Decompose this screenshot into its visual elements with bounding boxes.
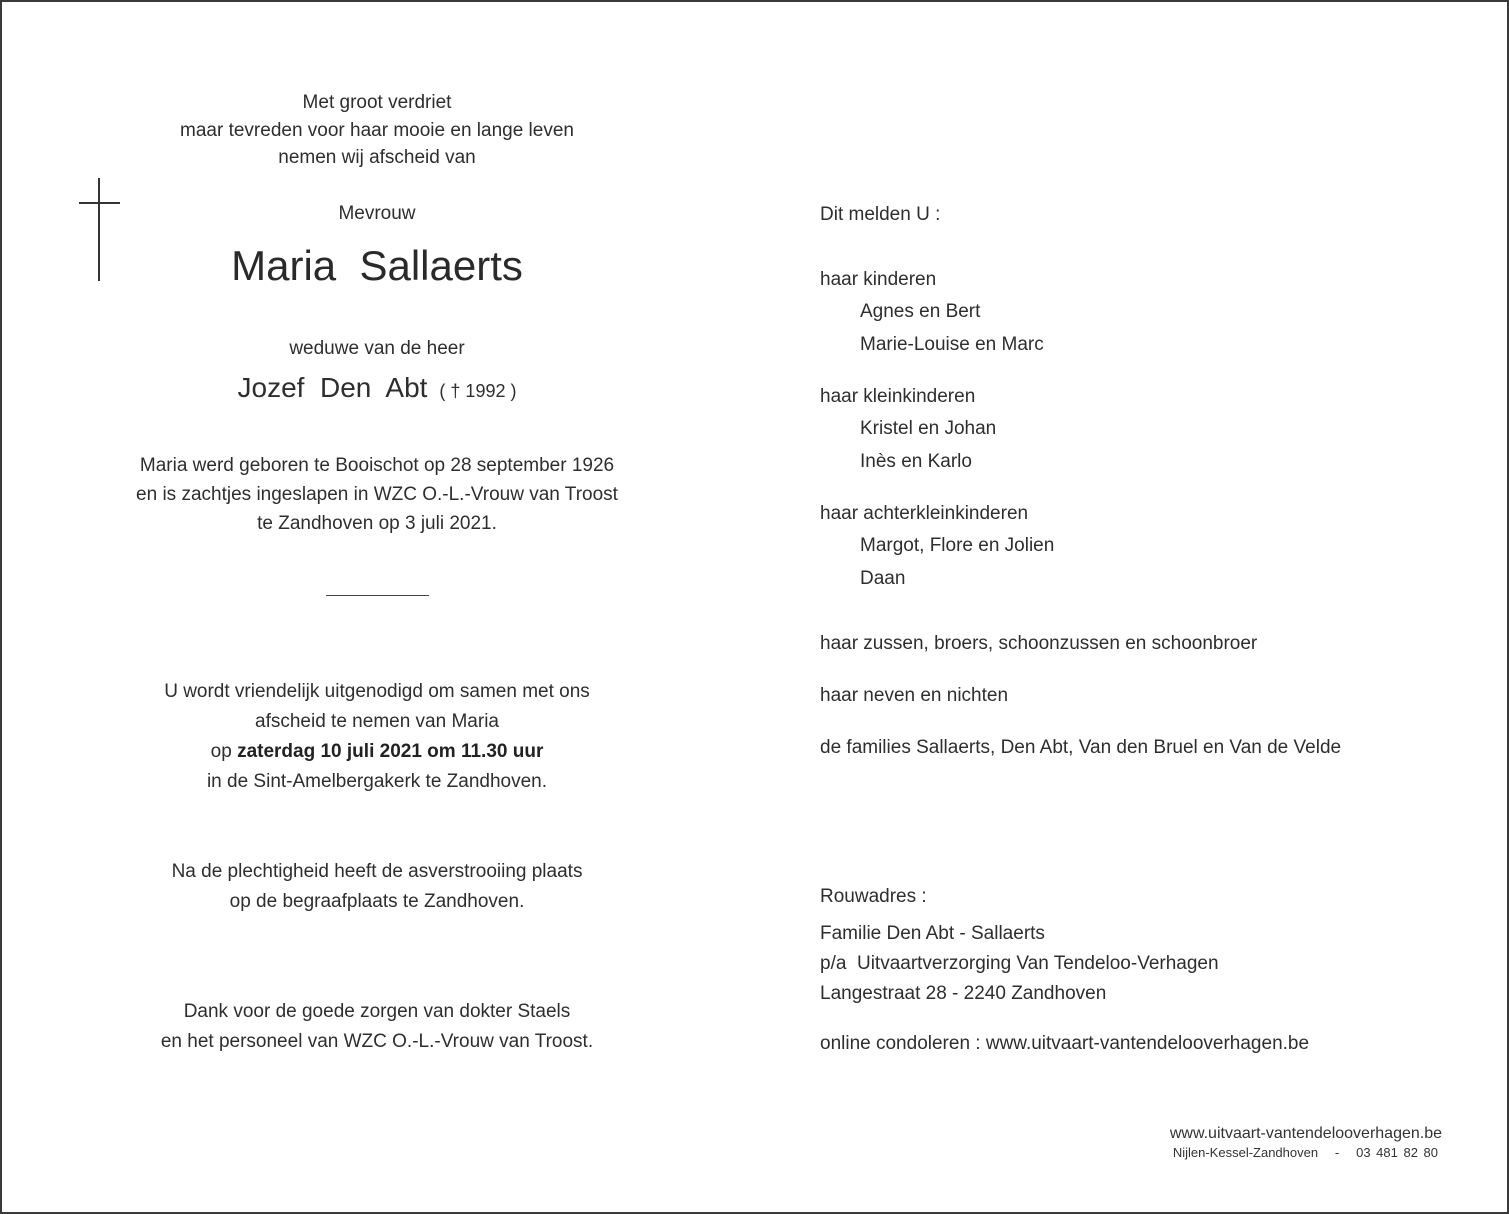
ceremony-datetime: zaterdag 10 juli 2021 om 11.30 uur [237, 741, 544, 762]
husband-name: Jozef Den Abt [237, 372, 428, 403]
intro-line-1: Met groot verdriet [302, 92, 452, 113]
cousins-line: haar neven en nichten [820, 685, 1009, 706]
child-2: Marie-Louise en Marc [860, 334, 1044, 355]
intro-line-3: nemen wij afscheid van [278, 147, 476, 168]
great-grandchild-2: Daan [860, 568, 906, 589]
grandchild-1: Kristel en Johan [860, 418, 997, 439]
great-grandchild-1: Margot, Flore en Jolien [860, 535, 1055, 556]
grandchildren-label: haar kleinkinderen [820, 386, 976, 407]
invitation-line-3 [0, 737, 754, 767]
announce-heading: Dit melden U : [820, 204, 941, 225]
families-line: de families Sallaerts, Den Abt, Van den Bruel en Van de Velde [820, 737, 1342, 758]
address-line-1: Familie Den Abt - Sallaerts [820, 923, 1045, 944]
invitation-line-4: in de Sint-Amelbergakerk te Zandhoven. [206, 771, 548, 792]
widow-of: weduwe van de heer [289, 338, 465, 359]
footer-location-phone: Nijlen-Kessel-Zandhoven - 03 481 82 80 [1172, 1145, 1438, 1160]
deceased-name: Maria Sallaerts [231, 242, 523, 289]
invitation-prefix: op [210, 741, 238, 762]
invitation-line-1: U wordt vriendelijk uitgenodigd om samen met ons [164, 681, 590, 702]
honorific: Mevrouw [338, 203, 416, 224]
children-label: haar kinderen [820, 269, 937, 290]
birth-line-2: en is zachtjes ingeslapen in WZC O.-L.-Vrouw van Troost [136, 484, 618, 505]
birth-line-3: te Zandhoven op 3 juli 2021. [257, 513, 497, 534]
ceremony-line-2: op de begraafplaats te Zandhoven. [229, 891, 525, 912]
invitation-line-2: afscheid te nemen van Maria [255, 711, 499, 732]
siblings-line: haar zussen, broers, schoonzussen en schoonbroer [820, 633, 1258, 654]
address-label: Rouwadres : [820, 886, 927, 907]
birth-line-1: Maria werd geboren te Booischot op 28 september 1926 [139, 455, 615, 476]
address-line-3: Langestraat 28 - 2240 Zandhoven [820, 983, 1107, 1004]
great-grandchildren-label: haar achterkleinkinderen [820, 503, 1029, 524]
intro-line-2: maar tevreden voor haar mooie en lange leven [180, 120, 574, 141]
husband-death-year: ( † 1992 ) [439, 381, 517, 401]
thanks-line-2: en het personeel van WZC O.-L.-Vrouw van Troost. [160, 1031, 594, 1052]
child-1: Agnes en Bert [860, 301, 981, 322]
online-condolence: online condoleren : www.uitvaart-vantendelooverhagen.be [820, 1033, 1310, 1054]
address-line-2: p/a Uitvaartverzorging Van Tendeloo-Verhagen [820, 953, 1219, 974]
thanks-line-1: Dank voor de goede zorgen van dokter Staels [183, 1001, 571, 1022]
divider-line [326, 595, 429, 596]
grandchild-2: Inès en Karlo [860, 451, 972, 472]
ceremony-line-1: Na de plechtigheid heeft de asverstrooiing plaats [171, 861, 583, 882]
footer-website: www.uitvaart-vantendelooverhagen.be [1169, 1125, 1442, 1142]
husband-line [0, 371, 754, 408]
